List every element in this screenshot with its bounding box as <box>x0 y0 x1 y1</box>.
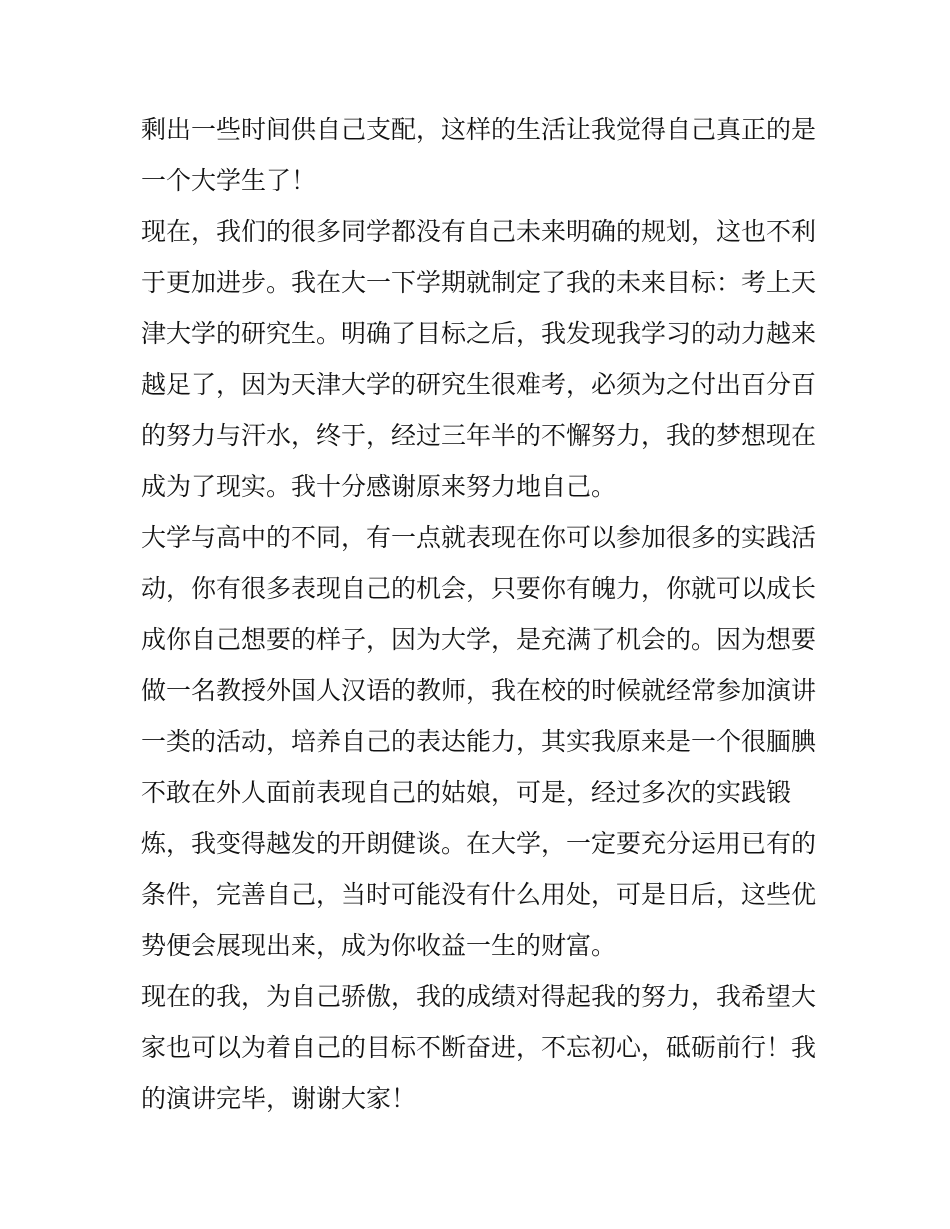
text-line: 于更加进步。我在大一下学期就制定了我的未来目标：考上天 <box>141 268 817 297</box>
text-line: 成为了现实。我十分感谢原来努力地自己。 <box>141 472 617 501</box>
speech-text <box>141 104 821 1124</box>
text-line: 势便会展现出来，成为你收益一生的财富。 <box>141 931 617 960</box>
text-line: 一类的活动，培养自己的表达能力，其实我原来是一个很腼腆 <box>141 727 817 756</box>
text-line: 炼，我变得越发的开朗健谈。在大学，一定要充分运用已有的 <box>141 829 817 858</box>
text-line: 不敢在外人面前表现自己的姑娘，可是，经过多次的实践锻 <box>141 778 792 807</box>
text-line: 成你自己想要的样子，因为大学，是充满了机会的。因为想要 <box>141 625 817 654</box>
text-line: 现在，我们的很多同学都没有自己未来明确的规划，这也不利 <box>141 217 817 246</box>
text-line: 做一名教授外国人汉语的教师，我在校的时候就经常参加演讲 <box>141 676 817 705</box>
text-line: 津大学的研究生。明确了目标之后，我发现我学习的动力越来 <box>141 319 817 348</box>
text-line: 一个大学生了！ <box>141 166 317 195</box>
text-line: 的努力与汗水，终于，经过三年半的不懈努力，我的梦想现在 <box>141 421 817 450</box>
text-line: 现在的我，为自己骄傲，我的成绩对得起我的努力，我希望大 <box>141 982 817 1011</box>
text-line: 大学与高中的不同，有一点就表现在你可以参加很多的实践活 <box>141 523 817 552</box>
text-line: 家也可以为着自己的目标不断奋进，不忘初心，砥砺前行！我 <box>141 1033 817 1062</box>
text-line: 的演讲完毕，谢谢大家！ <box>141 1084 417 1113</box>
text-line: 条件，完善自己，当时可能没有什么用处，可是日后，这些优 <box>141 880 817 909</box>
text-line: 剩出一些时间供自己支配，这样的生活让我觉得自己真正的是 <box>141 115 817 144</box>
text-line: 动，你有很多表现自己的机会，只要你有魄力，你就可以成长 <box>141 574 817 603</box>
text-line: 越足了，因为天津大学的研究生很难考，必须为之付出百分百 <box>141 370 817 399</box>
